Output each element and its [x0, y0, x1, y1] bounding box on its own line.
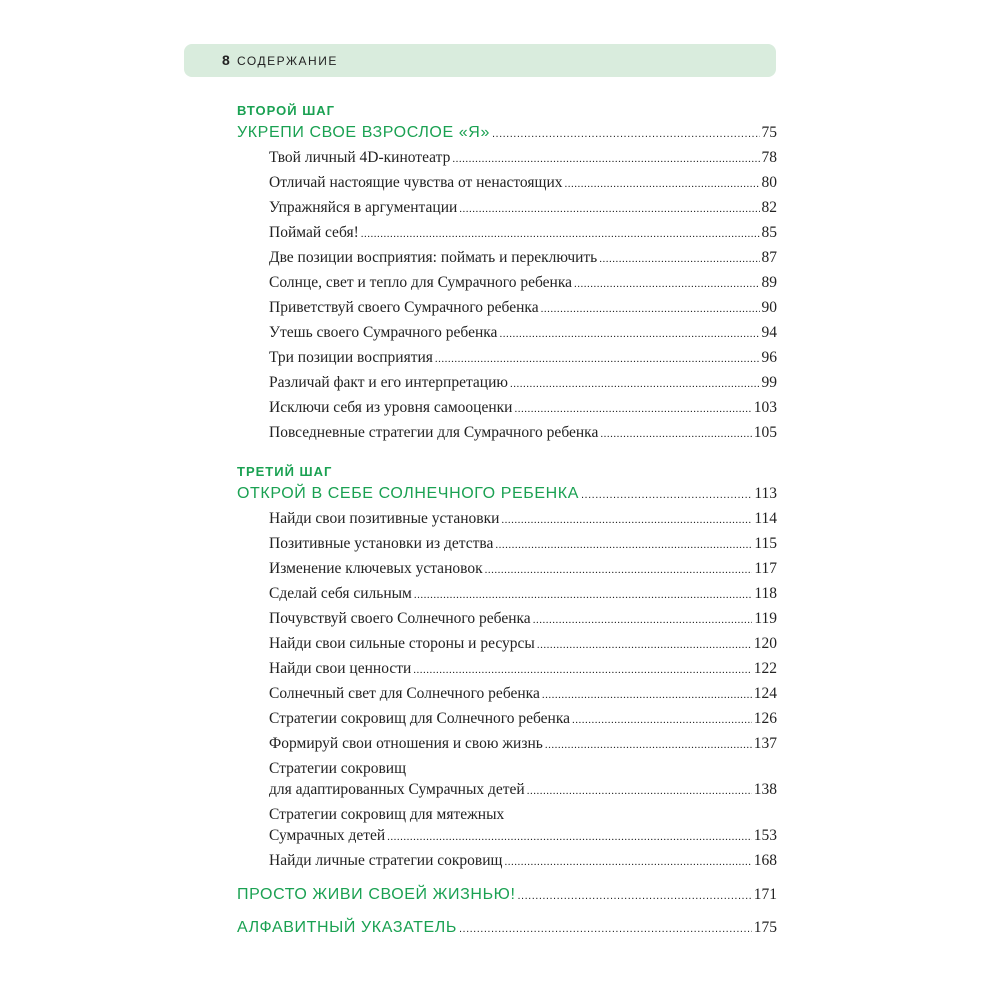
- step2-label: ВТОРОЙ ШАГ: [237, 103, 336, 118]
- toc-entry-title: Найди свои ценности: [269, 660, 412, 677]
- toc-page-number: 94: [761, 324, 777, 341]
- leader-dots: [501, 514, 752, 526]
- leader-dots: [600, 428, 751, 440]
- leader-dots: [517, 890, 751, 902]
- toc-entry[interactable]: [269, 224, 777, 242]
- toc-page-number: 168: [753, 852, 777, 869]
- toc-page-number: 75: [761, 124, 777, 141]
- leader-dots: [542, 689, 752, 701]
- leader-dots: [499, 328, 759, 340]
- toc-entry-title: Исключи себя из уровня самооценки: [269, 399, 513, 416]
- toc-entry[interactable]: [269, 324, 777, 342]
- leader-dots: [387, 831, 752, 843]
- toc-entry-title: Сделай себя сильным: [269, 585, 412, 602]
- leader-dots: [533, 614, 753, 626]
- toc-entry-title: Две позиции восприятия: поймать и переключить: [269, 249, 598, 266]
- toc-entry[interactable]: [269, 560, 777, 578]
- toc-entry[interactable]: [269, 585, 777, 603]
- toc-entry[interactable]: [269, 249, 777, 267]
- toc-entry[interactable]: [269, 274, 777, 292]
- toc-page-number: 175: [753, 919, 777, 936]
- toc-entry-title: Солнце, свет и тепло для Сумрачного ребенка: [269, 274, 572, 291]
- toc-entry[interactable]: [269, 660, 777, 678]
- toc-entry[interactable]: [269, 827, 777, 845]
- leader-dots: [452, 153, 759, 165]
- toc-page-number: 118: [754, 585, 777, 602]
- toc-page-number: 87: [761, 249, 777, 266]
- toc-page-number: 114: [754, 510, 777, 527]
- toc-page-number: 137: [753, 735, 777, 752]
- toc-page-number: 103: [753, 399, 777, 416]
- toc-page-number: 90: [761, 299, 777, 316]
- toc-entry-title: Сумрачных детей: [269, 827, 386, 844]
- leader-dots: [581, 489, 752, 501]
- toc-chapter-index[interactable]: [237, 919, 777, 937]
- toc-page-number: 96: [761, 349, 777, 366]
- toc-page-number: 138: [753, 781, 777, 798]
- toc-entry[interactable]: [269, 710, 777, 728]
- toc-entry[interactable]: [269, 852, 777, 870]
- leader-dots: [361, 228, 760, 240]
- leader-dots: [485, 564, 753, 576]
- toc-page-number: 124: [753, 685, 777, 702]
- toc-entry-title: Позитивные установки из детства: [269, 535, 494, 552]
- toc-entry[interactable]: [269, 299, 777, 317]
- toc-entry-title: для адаптированных Сумрачных детей: [269, 781, 525, 798]
- toc-entry-title: Изменение ключевых установок: [269, 560, 483, 577]
- toc-entry-title: Упражняйся в аргументации: [269, 199, 458, 216]
- toc-page-number: 99: [761, 374, 777, 391]
- toc-page-number: 126: [753, 710, 777, 727]
- toc-entry[interactable]: [269, 535, 777, 553]
- toc-chapter-title: ОТКРОЙ В СЕБЕ СОЛНЕЧНОГО РЕБЕНКА: [237, 485, 579, 502]
- leader-dots: [572, 714, 752, 726]
- toc-entry-title: Различай факт и его интерпретацию: [269, 374, 508, 391]
- leader-dots: [537, 639, 752, 651]
- toc-page-number: 113: [754, 485, 777, 502]
- toc-page-number: 78: [761, 149, 777, 166]
- toc-chapter-step2[interactable]: [237, 124, 777, 142]
- toc-entry[interactable]: [269, 610, 777, 628]
- toc-page-number: 119: [754, 610, 777, 627]
- leader-dots: [459, 923, 752, 935]
- toc-entry-title: Солнечный свет для Солнечного ребенка: [269, 685, 540, 702]
- toc-chapter-step3[interactable]: [237, 485, 777, 503]
- toc-entry-title: Формируй свои отношения и свою жизнь: [269, 735, 543, 752]
- toc-entry[interactable]: [269, 685, 777, 703]
- toc-entry-title: Три позиции восприятия: [269, 349, 433, 366]
- toc-entry[interactable]: [269, 635, 777, 653]
- toc-entry[interactable]: [269, 399, 777, 417]
- toc-entry-title: Найди свои позитивные установки: [269, 510, 500, 527]
- leader-dots: [545, 739, 752, 751]
- step3-label: ТРЕТИЙ ШАГ: [237, 464, 333, 479]
- leader-dots: [599, 253, 759, 265]
- leader-dots: [504, 856, 751, 868]
- leader-dots: [495, 539, 752, 551]
- toc-entry[interactable]: [269, 374, 777, 392]
- toc-entry-title: Отличай настоящие чувства от ненастоящих: [269, 174, 563, 191]
- toc-page-number: 89: [761, 274, 777, 291]
- running-header-title: СОДЕРЖАНИЕ: [237, 54, 338, 68]
- toc-page-number: 82: [761, 199, 777, 216]
- toc-entry[interactable]: [269, 349, 777, 367]
- toc-page-number: 105: [753, 424, 777, 441]
- toc-page-number: 122: [753, 660, 777, 677]
- toc-entry[interactable]: [269, 735, 777, 753]
- toc-chapter-title: ПРОСТО ЖИВИ СВОЕЙ ЖИЗНЬЮ!: [237, 886, 516, 903]
- leader-dots: [414, 589, 752, 601]
- toc-entry-title: Поймай себя!: [269, 224, 359, 241]
- toc-chapter-title: УКРЕПИ СВОЕ ВЗРОСЛОЕ «Я»: [237, 124, 490, 141]
- toc-entry[interactable]: [269, 510, 777, 528]
- toc-page-number: 120: [753, 635, 777, 652]
- toc-entry-title: Почувствуй своего Солнечного ребенка: [269, 610, 531, 627]
- leader-dots: [510, 378, 760, 390]
- toc-chapter-live[interactable]: [237, 886, 777, 904]
- page-number: 8: [222, 52, 230, 68]
- toc-entry[interactable]: [269, 424, 777, 442]
- toc-entry-title: Твой личный 4D-кинотеатр: [269, 149, 451, 166]
- toc-entry[interactable]: [269, 781, 777, 799]
- toc-page-number: 115: [754, 535, 777, 552]
- toc-entry-title: Найди свои сильные стороны и ресурсы: [269, 635, 535, 652]
- toc-page-number: 80: [761, 174, 777, 191]
- leader-dots: [527, 785, 752, 797]
- toc-entry-title-line1[interactable]: Стратегии сокровищ для мятежных: [269, 806, 505, 823]
- toc-entry-title: Стратегии сокровищ для Солнечного ребенка: [269, 710, 571, 727]
- toc-chapter-title: АЛФАВИТНЫЙ УКАЗАТЕЛЬ: [237, 919, 457, 936]
- toc-entry-title-line1[interactable]: Стратегии сокровищ: [269, 760, 407, 777]
- toc-entry[interactable]: [269, 174, 777, 192]
- leader-dots: [435, 353, 760, 365]
- leader-dots: [541, 303, 760, 315]
- toc-entry-title: Приветствуй своего Сумрачного ребенка: [269, 299, 539, 316]
- toc-entry[interactable]: [269, 149, 777, 167]
- toc-page-number: 153: [753, 827, 777, 844]
- leader-dots: [413, 664, 751, 676]
- toc-entry-title: Повседневные стратегии для Сумрачного ребенка: [269, 424, 599, 441]
- running-header: [184, 44, 776, 77]
- leader-dots: [565, 178, 760, 190]
- leader-dots: [459, 203, 759, 215]
- toc-entry[interactable]: [269, 199, 777, 217]
- toc-entry-title: Утешь своего Сумрачного ребенка: [269, 324, 498, 341]
- leader-dots: [492, 128, 760, 140]
- toc-page-number: 117: [754, 560, 777, 577]
- toc-entry-title: Найди личные стратегии сокровищ: [269, 852, 503, 869]
- leader-dots: [574, 278, 760, 290]
- toc-page-number: 171: [753, 886, 777, 903]
- toc-page-number: 85: [761, 224, 777, 241]
- leader-dots: [514, 403, 751, 415]
